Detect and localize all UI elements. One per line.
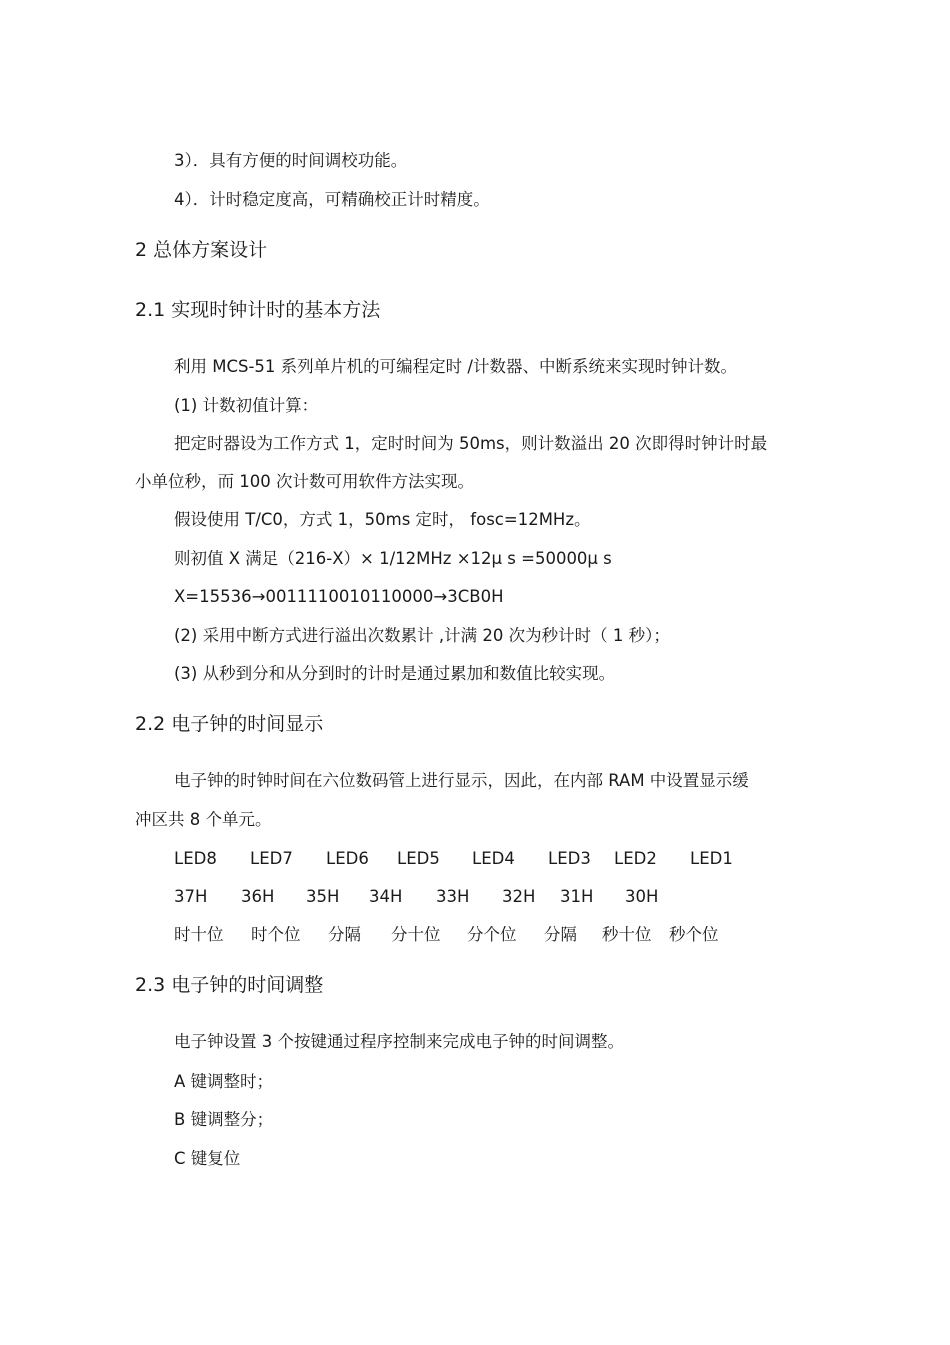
ram-address: 36H — [241, 887, 275, 906]
section-2-2-para-line-2: 冲区共 8 个单元。 — [135, 810, 272, 829]
digit-meaning: 分隔 — [328, 925, 361, 944]
digit-meaning: 秒十位 — [602, 925, 652, 944]
section-2-3-heading: 2.3 电子钟的时间调整 — [135, 974, 324, 996]
section-2-1-assumption: 假设使用 T/C0，方式 1，50ms 定时， fosc=12MHz。 — [174, 510, 591, 529]
section-2-2-heading: 2.2 电子钟的时间显示 — [135, 713, 324, 735]
led-name: LED1 — [690, 849, 733, 868]
section-2-1-item-1-title: (1) 计数初值计算： — [174, 396, 319, 415]
section-2-1-para-line-2: 小单位秒，而 100 次计数可用软件方法实现。 — [135, 472, 474, 491]
section-2-1-intro: 利用 MCS-51 系列单片机的可编程定时 /计数器、中断系统来实现时钟计数。 — [174, 357, 737, 376]
ram-address: 30H — [625, 887, 659, 906]
digit-meaning: 分隔 — [544, 925, 577, 944]
led-name: LED3 — [548, 849, 591, 868]
list-item-3: 3）．具有方便的时间调校功能。 — [174, 151, 408, 170]
digit-meaning: 秒个位 — [669, 925, 719, 944]
key-c-description: C 键复位 — [174, 1149, 241, 1168]
section-2-2-para-line-1: 电子钟的时钟时间在六位数码管上进行显示，因此，在内部 RAM 中设置显示缓 — [174, 771, 749, 790]
digit-meaning: 分十位 — [391, 925, 441, 944]
section-2-1-item-3: (3) 从秒到分和从分到时的计时是通过累加和数值比较实现。 — [174, 664, 616, 683]
led-name: LED4 — [472, 849, 515, 868]
section-2-3-para: 电子钟设置 3 个按键通过程序控制来完成电子钟的时间调整。 — [174, 1032, 624, 1051]
digit-meaning: 时十位 — [174, 925, 224, 944]
led-name: LED7 — [250, 849, 293, 868]
key-a-description: A 键调整时； — [174, 1072, 274, 1091]
led-name: LED6 — [326, 849, 369, 868]
ram-address: 33H — [436, 887, 470, 906]
ram-address: 31H — [560, 887, 594, 906]
formula-result: X=15536→0011110010110000→3CB0H — [174, 587, 504, 606]
list-item-4: 4）．计时稳定度高，可精确校正计时精度。 — [174, 190, 490, 209]
key-b-description: B 键调整分； — [174, 1110, 274, 1129]
section-2-1-para-line-1: 把定时器设为工作方式 1，定时时间为 50ms，则计数溢出 20 次即得时钟计时最 — [174, 434, 768, 453]
formula-initial-value: 则初值 X 满足（216-X）× 1/12MHz ×12μ s =50000μ s — [174, 549, 612, 568]
digit-meaning: 时个位 — [251, 925, 301, 944]
ram-address: 34H — [369, 887, 403, 906]
led-name: LED5 — [397, 849, 440, 868]
ram-address: 37H — [174, 887, 208, 906]
digit-meaning: 分个位 — [467, 925, 517, 944]
section-2-1-item-2: (2) 采用中断方式进行溢出次数累计 ,计满 20 次为秒计时（ 1 秒）； — [174, 626, 670, 645]
section-2-1-heading: 2.1 实现时钟计时的基本方法 — [135, 299, 381, 321]
led-name: LED2 — [614, 849, 657, 868]
led-name: LED8 — [174, 849, 217, 868]
section-2-heading: 2 总体方案设计 — [135, 239, 268, 261]
ram-address: 32H — [502, 887, 536, 906]
ram-address: 35H — [306, 887, 340, 906]
